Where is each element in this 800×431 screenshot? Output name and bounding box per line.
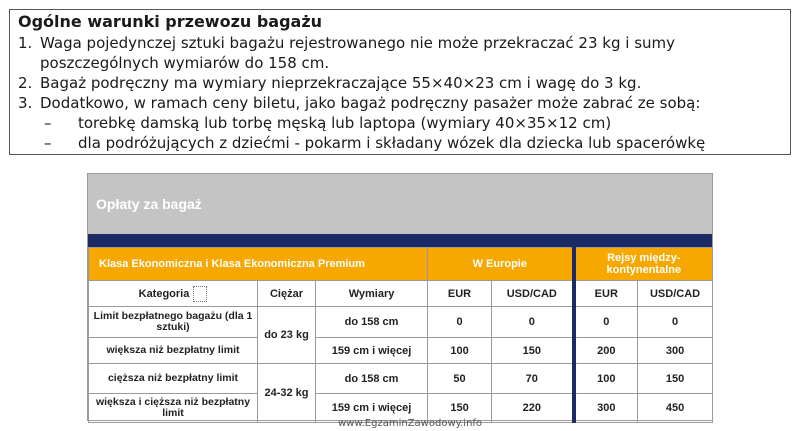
fees-title: Opłaty za bagaż [88,174,712,234]
col-category: Kategoria [89,281,258,307]
navy-divider [88,234,712,247]
site-watermark: www.EgzaminZawodowy.info [338,418,483,429]
col-dims: Wymiary [316,281,428,307]
europe-header: W Europie [428,248,574,281]
intercontinental-header: Rejsy między- kontynentalne [574,248,713,281]
row-eur-intercontinental: 300 [574,394,638,423]
rule-item [18,73,782,93]
rule-text: Dodatkowo, w ramach ceny biletu, jako bagaż podręczny pasażer może zabrać ze sobą: [40,94,701,112]
row-usd-intercontinental: 150 [638,364,713,394]
rule-item [18,33,782,73]
row-weight: 24-32 kg [258,364,316,423]
rule-text: Bagaż podręczny ma wymiary nieprzekraczające 55×40×23 cm i wagę do 3 kg. [40,74,642,92]
table-row [89,307,713,338]
rule-number: 2. [18,74,33,92]
subitem-text: torebkę damską lub torbę męską lub laptopa (wymiary 40×35×12 cm) [78,114,612,132]
rule-subitem [18,113,782,133]
col-usd-europe: USD/CAD [492,281,574,307]
col-eur-europe: EUR [428,281,492,307]
row-dims: 159 cm i więcej [316,338,428,364]
table-column-header [89,281,713,307]
rule-text: Waga pojedynczej sztuki bagażu rejestrowanego nie może przekraczać 23 kg i sumy poszczególnych wymiarów do 158 cm. [40,34,676,72]
row-eur-europe: 0 [428,307,492,338]
row-usd-intercontinental: 0 [638,307,713,338]
row-usd-europe: 220 [492,394,574,423]
rules-list [18,33,782,113]
rule-number: 1. [18,34,33,52]
class-header: Klasa Ekonomiczna i Klasa Ekonomiczna Premium [89,248,428,281]
baggage-rules-box [9,9,791,155]
row-eur-intercontinental: 0 [574,307,638,338]
row-eur-europe: 150 [428,394,492,423]
row-category: Limit bezpłatnego bagażu (dla 1 sztuki) [89,307,258,338]
fees-table [88,247,713,423]
row-eur-intercontinental: 100 [574,364,638,394]
dash-bullet: – [44,114,52,132]
row-usd-europe: 70 [492,364,574,394]
row-category: większa niż bezpłatny limit [89,338,258,364]
row-usd-intercontinental: 450 [638,394,713,423]
baggage-fees-panel [87,173,713,421]
col-usd-intercontinental: USD/CAD [638,281,713,307]
row-category: większa i cięższa niż bezpłatny limit [89,394,258,423]
dash-bullet: – [44,134,52,152]
rule-item [18,93,782,113]
col-weight: Ciężar [258,281,316,307]
table-row [89,364,713,394]
row-eur-intercontinental: 200 [574,338,638,364]
row-usd-europe: 0 [492,307,574,338]
qr-code-icon [193,286,207,302]
table-row [89,338,713,364]
row-usd-europe: 150 [492,338,574,364]
row-dims: do 158 cm [316,307,428,338]
row-eur-europe: 100 [428,338,492,364]
table-group-header [89,248,713,281]
row-eur-europe: 50 [428,364,492,394]
row-weight: do 23 kg [258,307,316,364]
col-eur-intercontinental: EUR [574,281,638,307]
row-dims: do 158 cm [316,364,428,394]
rules-title: Ogólne warunki przewozu bagażu [18,12,323,31]
rule-number: 3. [18,94,33,112]
row-category: cięższa niż bezpłatny limit [89,364,258,394]
subitem-text: dla podróżujących z dziećmi - pokarm i składany wózek dla dziecka lub spacerówkę [78,134,706,152]
rule-subitem [18,133,782,153]
row-usd-intercontinental: 300 [638,338,713,364]
row-dims: 159 cm i więcej [316,394,428,423]
